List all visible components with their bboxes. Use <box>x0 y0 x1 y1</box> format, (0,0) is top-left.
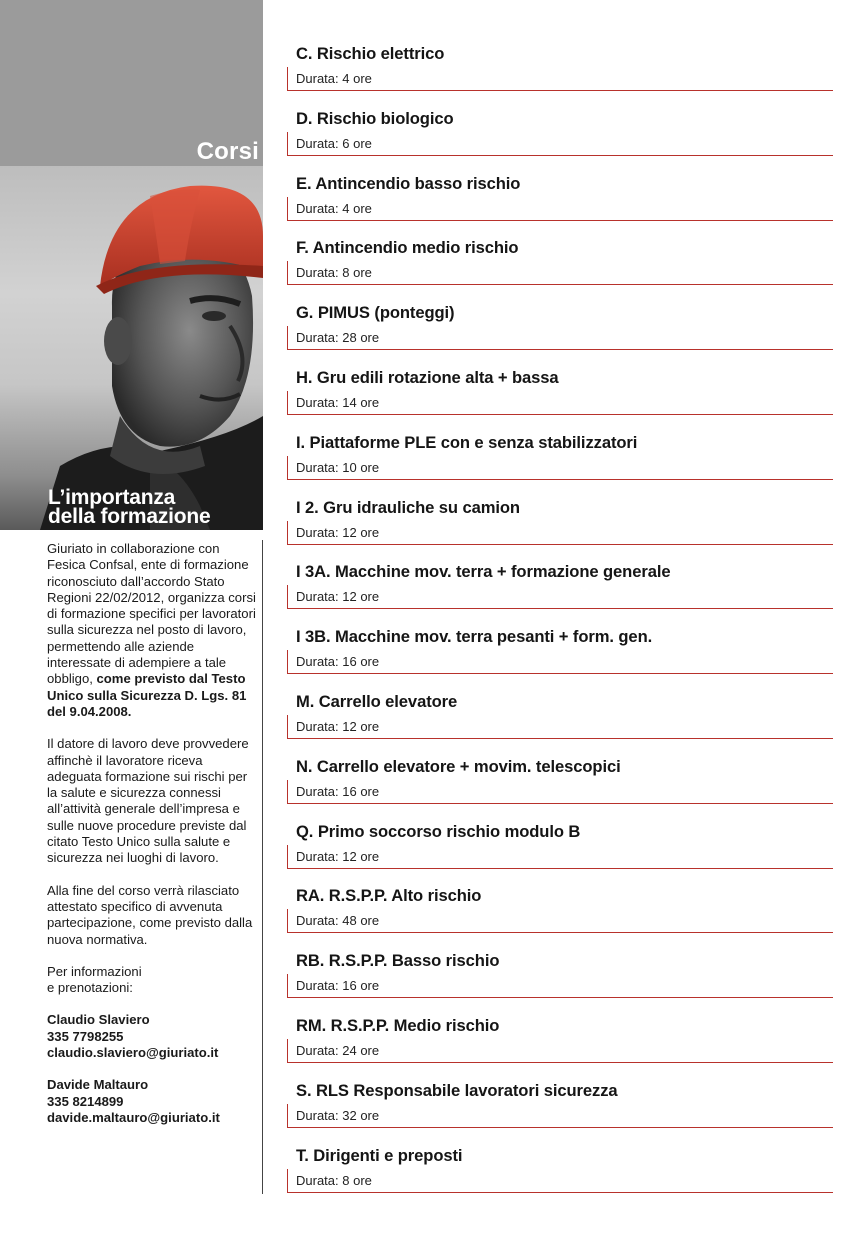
course-duration: Durata: 12 ore <box>296 524 380 540</box>
course-title: H. Gru edili rotazione alta + bassa <box>296 367 559 387</box>
course-tick <box>287 456 288 479</box>
left-column <box>0 0 263 1240</box>
course-tick <box>287 1169 288 1192</box>
course-rule <box>287 997 833 998</box>
course-item <box>287 555 833 620</box>
course-rule <box>287 544 833 545</box>
course-title: I 2. Gru idrauliche su camion <box>296 497 520 517</box>
course-duration: Durata: 12 ore <box>296 589 380 605</box>
course-title: RM. R.S.P.P. Medio rischio <box>296 1015 500 1035</box>
course-duration: Durata: 4 ore <box>296 71 372 86</box>
course-title: RA. R.S.P.P. Alto rischio <box>296 886 482 906</box>
section-header <box>0 0 263 166</box>
course-item <box>287 879 833 944</box>
intro-paragraph-1-text: Giuriato in collaborazione con Fesica Confsal, ente di formazione riconosciuto dall’accordo Stato Regioni 22/02/2012, organizza corsi di formazione specifici per lavoratori sulla sicurezza nel posto di lavoro, permettendo alle aziende interessate di adempiere a tale obbligo, <box>47 541 256 687</box>
course-duration: Durata: 32 ore <box>296 1107 380 1123</box>
course-title: G. PIMUS (ponteggi) <box>296 303 455 323</box>
course-rule <box>287 868 833 869</box>
course-item <box>287 1074 833 1139</box>
course-item <box>287 620 833 685</box>
contact-phone[interactable]: 335 8214899 <box>47 1093 124 1109</box>
intro-text <box>47 541 259 1142</box>
course-item <box>287 750 833 815</box>
intro-paragraph-3: Alla fine del corso verrà rilasciato attestato specifico di avvenuta partecipazione, come previsto dalla nuova normativa. <box>47 882 253 947</box>
course-tick <box>287 391 288 414</box>
contact-email[interactable]: davide.maltauro@giuriato.it <box>47 1109 220 1125</box>
contact-block <box>47 1012 259 1061</box>
course-title: M. Carrello elevatore <box>296 691 458 711</box>
caption-line-2: della formazione <box>48 505 211 528</box>
course-tick <box>287 132 288 155</box>
course-item <box>287 491 833 556</box>
course-rule <box>287 738 833 739</box>
course-tick <box>287 845 288 868</box>
course-title: I 3A. Macchine mov. terra + formazione generale <box>296 562 671 582</box>
course-duration: Durata: 16 ore <box>296 978 380 994</box>
course-item <box>287 167 833 232</box>
course-duration: Durata: 16 ore <box>296 654 380 670</box>
course-tick <box>287 974 288 997</box>
course-duration: Durata: 8 ore <box>296 1172 372 1188</box>
course-tick <box>287 1039 288 1062</box>
course-list <box>287 37 833 1203</box>
column-divider <box>262 540 263 1194</box>
course-rule <box>287 1192 833 1193</box>
intro-paragraph-2: Il datore di lavoro deve provvedere affinchè il lavoratore riceva adeguata formazione sui rischi per la salute e sicurezza connessi all’attività generale dell’impresa e sulle nuove procedure previste dal citato Testo Unico sulla salute e sicurezza nei luoghi di lavoro. <box>47 736 249 866</box>
course-rule <box>287 414 833 415</box>
course-title: I 3B. Macchine mov. terra pesanti + form. gen. <box>296 627 653 647</box>
course-title: F. Antincendio medio rischio <box>296 238 519 258</box>
contact-name: Claudio Slaviero <box>47 1012 150 1028</box>
contact-email[interactable]: claudio.slaviero@giuriato.it <box>47 1045 219 1061</box>
course-duration: Durata: 12 ore <box>296 718 380 734</box>
course-item <box>287 231 833 296</box>
course-tick <box>287 326 288 349</box>
course-title: N. Carrello elevatore + movim. telescopici <box>296 756 621 776</box>
course-item <box>287 361 833 426</box>
course-tick <box>287 715 288 738</box>
course-item <box>287 1009 833 1074</box>
info-label <box>47 964 259 997</box>
course-rule <box>287 1062 833 1063</box>
course-duration: Durata: 48 ore <box>296 913 380 929</box>
contact-name: Davide Maltauro <box>47 1077 149 1093</box>
course-tick <box>287 909 288 932</box>
course-tick <box>287 521 288 544</box>
section-title: Corsi <box>196 138 259 165</box>
intro-paragraph-1-bold: come previsto dal Testo Unico sulla Sicurezza D. Lgs. 81 del 9.04.2008. <box>47 671 247 719</box>
info-label-line-1: Per informazioni <box>47 963 142 979</box>
course-rule <box>287 220 833 221</box>
course-title: I. Piattaforme PLE con e senza stabilizzatori <box>296 432 638 452</box>
course-rule <box>287 608 833 609</box>
photo-caption <box>48 488 211 526</box>
course-title: T. Dirigenti e preposti <box>296 1145 463 1165</box>
course-item <box>287 426 833 491</box>
course-rule <box>287 155 833 156</box>
course-tick <box>287 585 288 608</box>
course-title: C. Rischio elettrico <box>296 44 445 63</box>
course-duration: Durata: 6 ore <box>296 135 372 151</box>
worker-illustration <box>0 166 263 530</box>
intro-paragraph-1 <box>47 541 259 720</box>
course-tick <box>287 1104 288 1127</box>
course-rule <box>287 284 833 285</box>
course-item <box>287 944 833 1009</box>
course-title: RB. R.S.P.P. Basso rischio <box>296 951 500 971</box>
course-title: E. Antincendio basso rischio <box>296 173 521 193</box>
course-rule <box>287 673 833 674</box>
contact-block <box>47 1077 259 1126</box>
course-tick <box>287 650 288 673</box>
course-duration: Durata: 28 ore <box>296 330 380 346</box>
course-rule <box>287 932 833 933</box>
worker-photo <box>0 166 263 530</box>
course-duration: Durata: 10 ore <box>296 459 380 475</box>
course-rule <box>287 349 833 350</box>
course-tick <box>287 780 288 803</box>
course-item <box>287 102 833 167</box>
course-item <box>287 37 833 102</box>
course-title: S. RLS Responsabile lavoratori sicurezza <box>296 1080 618 1100</box>
course-rule <box>287 803 833 804</box>
info-label-line-2: e prenotazioni: <box>47 980 133 996</box>
course-duration: Durata: 12 ore <box>296 848 380 864</box>
course-title: D. Rischio biologico <box>296 108 454 128</box>
course-item <box>287 1139 833 1204</box>
course-duration: Durata: 4 ore <box>296 200 372 216</box>
course-tick <box>287 261 288 284</box>
course-duration: Durata: 14 ore <box>296 394 380 410</box>
contact-phone[interactable]: 335 7798255 <box>47 1028 124 1044</box>
course-item <box>287 296 833 361</box>
course-duration: Durata: 8 ore <box>296 265 372 281</box>
course-tick <box>287 197 288 220</box>
course-title: Q. Primo soccorso rischio modulo B <box>296 821 581 841</box>
caption-line-1: L’importanza <box>48 486 176 509</box>
course-duration: Durata: 16 ore <box>296 783 380 799</box>
course-item <box>287 685 833 750</box>
course-duration: Durata: 24 ore <box>296 1042 380 1058</box>
course-tick <box>287 67 288 90</box>
course-rule <box>287 1127 833 1128</box>
course-item <box>287 815 833 880</box>
course-rule <box>287 90 833 91</box>
course-rule <box>287 479 833 480</box>
